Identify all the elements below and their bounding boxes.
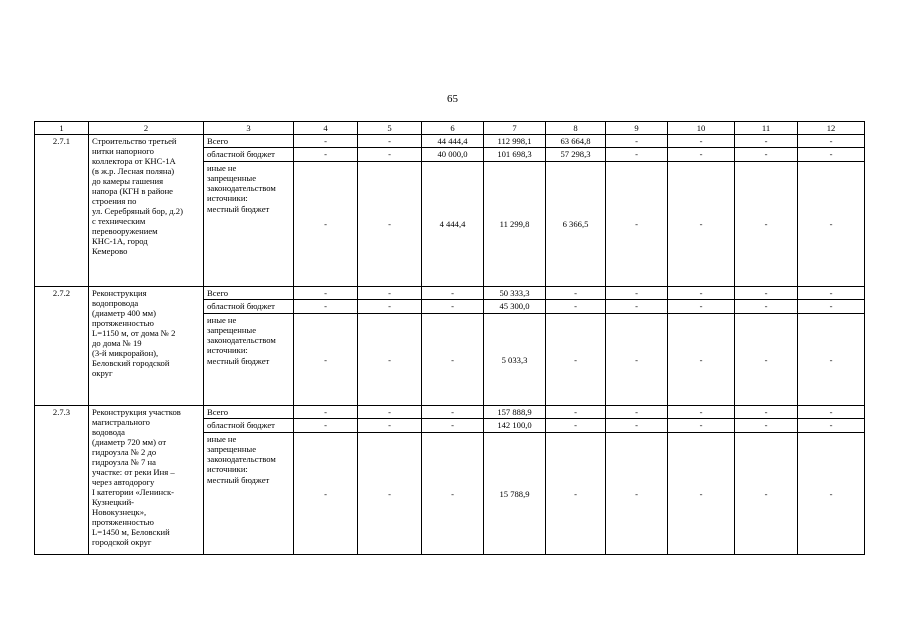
funding-source: Всего bbox=[204, 287, 294, 300]
value-cell: - bbox=[546, 433, 606, 555]
table-row bbox=[35, 287, 865, 300]
table-body bbox=[35, 122, 865, 555]
header-cell: 10 bbox=[668, 122, 735, 135]
funding-source-label: иные не запрещенные законодательством источники: bbox=[207, 315, 276, 355]
funding-source: Всего bbox=[204, 135, 294, 148]
page-number: 65 bbox=[447, 93, 458, 105]
header-cell: 3 bbox=[204, 122, 294, 135]
value-cell: - bbox=[422, 433, 484, 555]
value-cell: 101 698,3 bbox=[484, 148, 546, 162]
value-cell: - bbox=[294, 162, 358, 287]
value-cell: - bbox=[294, 406, 358, 419]
table-row bbox=[35, 135, 865, 148]
value-cell: - bbox=[358, 162, 422, 287]
funding-source-block bbox=[207, 434, 290, 485]
funding-source: областной бюджет bbox=[204, 300, 294, 314]
value-cell: 45 300,0 bbox=[484, 300, 546, 314]
item-number: 2.7.1 bbox=[35, 135, 89, 287]
header-cell: 5 bbox=[358, 122, 422, 135]
funding-source-local: местный бюджет bbox=[207, 204, 270, 214]
project-name: Реконструкция водопровода (диаметр 400 мм) протяженностью L=1150 м, от дома № 2 до дома № 19 (3-й микрорайон), Беловский городской округ bbox=[89, 287, 204, 406]
value-cell: - bbox=[606, 433, 668, 555]
funding-source bbox=[204, 162, 294, 287]
value-cell: - bbox=[606, 162, 668, 287]
value-cell: 4 444,4 bbox=[422, 162, 484, 287]
value-cell: - bbox=[668, 135, 735, 148]
value-cell: - bbox=[798, 287, 865, 300]
value-cell: - bbox=[798, 433, 865, 555]
value-cell: - bbox=[422, 287, 484, 300]
value-cell: - bbox=[606, 148, 668, 162]
value-cell: - bbox=[798, 162, 865, 287]
value-cell: - bbox=[668, 419, 735, 433]
value-cell: - bbox=[546, 287, 606, 300]
funding-source: областной бюджет bbox=[204, 419, 294, 433]
value-cell: - bbox=[735, 433, 798, 555]
value-cell: - bbox=[798, 148, 865, 162]
value-cell: - bbox=[294, 135, 358, 148]
value-cell: - bbox=[668, 300, 735, 314]
value-cell: - bbox=[358, 148, 422, 162]
value-cell: 6 366,5 bbox=[546, 162, 606, 287]
value-cell: 157 888,9 bbox=[484, 406, 546, 419]
value-cell: - bbox=[798, 314, 865, 406]
header-cell: 4 bbox=[294, 122, 358, 135]
value-cell: - bbox=[358, 287, 422, 300]
header-cell: 2 bbox=[89, 122, 204, 135]
value-cell: 44 444,4 bbox=[422, 135, 484, 148]
value-cell: - bbox=[358, 433, 422, 555]
value-cell: - bbox=[668, 406, 735, 419]
value-cell: - bbox=[358, 135, 422, 148]
value-cell: - bbox=[294, 419, 358, 433]
funding-source-local: местный бюджет bbox=[207, 356, 270, 366]
value-cell: - bbox=[294, 433, 358, 555]
value-cell: - bbox=[735, 135, 798, 148]
funding-source bbox=[204, 314, 294, 406]
value-cell: - bbox=[358, 314, 422, 406]
value-cell: - bbox=[606, 300, 668, 314]
item-number: 2.7.2 bbox=[35, 287, 89, 406]
value-cell: 11 299,8 bbox=[484, 162, 546, 287]
value-cell: - bbox=[735, 148, 798, 162]
value-cell: 5 033,3 bbox=[484, 314, 546, 406]
value-cell: - bbox=[735, 406, 798, 419]
value-cell: - bbox=[668, 148, 735, 162]
funding-source-block bbox=[207, 315, 290, 366]
value-cell: - bbox=[422, 300, 484, 314]
value-cell: - bbox=[422, 314, 484, 406]
value-cell: - bbox=[668, 287, 735, 300]
funding-source: областной бюджет bbox=[204, 148, 294, 162]
value-cell: - bbox=[358, 419, 422, 433]
value-cell: - bbox=[546, 300, 606, 314]
funding-table bbox=[34, 121, 865, 555]
value-cell: 57 298,3 bbox=[546, 148, 606, 162]
value-cell: - bbox=[735, 300, 798, 314]
funding-source-local: местный бюджет bbox=[207, 475, 270, 485]
table-row bbox=[35, 406, 865, 419]
value-cell: - bbox=[798, 135, 865, 148]
value-cell: - bbox=[735, 314, 798, 406]
value-cell: - bbox=[735, 419, 798, 433]
value-cell: - bbox=[606, 287, 668, 300]
value-cell: - bbox=[294, 314, 358, 406]
value-cell: - bbox=[668, 314, 735, 406]
value-cell: - bbox=[668, 162, 735, 287]
funding-source bbox=[204, 433, 294, 555]
value-cell: - bbox=[798, 406, 865, 419]
project-name: Реконструкция участков магистрального водовода (диаметр 720 мм) от гидроузла № 2 до гидроузла № 7 на участке: от реки Иня – через автодорогу I категории «Ленинск- Кузнецкий- Новокузнецк», протяженностью L=1450 м, Беловский городской округ bbox=[89, 406, 204, 555]
value-cell: - bbox=[735, 162, 798, 287]
value-cell: 112 998,1 bbox=[484, 135, 546, 148]
value-cell: - bbox=[546, 406, 606, 419]
header-cell: 11 bbox=[735, 122, 798, 135]
header-cell: 1 bbox=[35, 122, 89, 135]
value-cell: 142 100,0 bbox=[484, 419, 546, 433]
header-cell: 7 bbox=[484, 122, 546, 135]
value-cell: 50 333,3 bbox=[484, 287, 546, 300]
value-cell: 15 788,9 bbox=[484, 433, 546, 555]
value-cell: - bbox=[294, 148, 358, 162]
value-cell: - bbox=[606, 135, 668, 148]
funding-source-label: иные не запрещенные законодательством источники: bbox=[207, 434, 276, 474]
value-cell: - bbox=[546, 314, 606, 406]
value-cell: - bbox=[358, 406, 422, 419]
header-cell: 12 bbox=[798, 122, 865, 135]
header-cell: 9 bbox=[606, 122, 668, 135]
value-cell: - bbox=[606, 406, 668, 419]
value-cell: - bbox=[422, 419, 484, 433]
funding-source: Всего bbox=[204, 406, 294, 419]
value-cell: - bbox=[546, 419, 606, 433]
header-row bbox=[35, 122, 865, 135]
header-cell: 8 bbox=[546, 122, 606, 135]
header-cell: 6 bbox=[422, 122, 484, 135]
value-cell: - bbox=[606, 314, 668, 406]
item-number: 2.7.3 bbox=[35, 406, 89, 555]
value-cell: - bbox=[668, 433, 735, 555]
value-cell: 63 664,8 bbox=[546, 135, 606, 148]
value-cell: - bbox=[735, 287, 798, 300]
value-cell: - bbox=[294, 287, 358, 300]
value-cell: - bbox=[606, 419, 668, 433]
value-cell: - bbox=[798, 419, 865, 433]
value-cell: - bbox=[798, 300, 865, 314]
value-cell: - bbox=[422, 406, 484, 419]
value-cell: - bbox=[294, 300, 358, 314]
value-cell: 40 000,0 bbox=[422, 148, 484, 162]
funding-source-label: иные не запрещенные законодательством источники: bbox=[207, 163, 276, 203]
value-cell: - bbox=[358, 300, 422, 314]
funding-source-block bbox=[207, 163, 290, 214]
project-name: Строительство третьей нитки напорного коллектора от КНС-1А (в ж.р. Лесная поляна) до камеры гашения напора (КГН в районе строения по ул. Серебряный бор, д.2) с техническим перевооружением КНС-1А, город Кемерово bbox=[89, 135, 204, 287]
